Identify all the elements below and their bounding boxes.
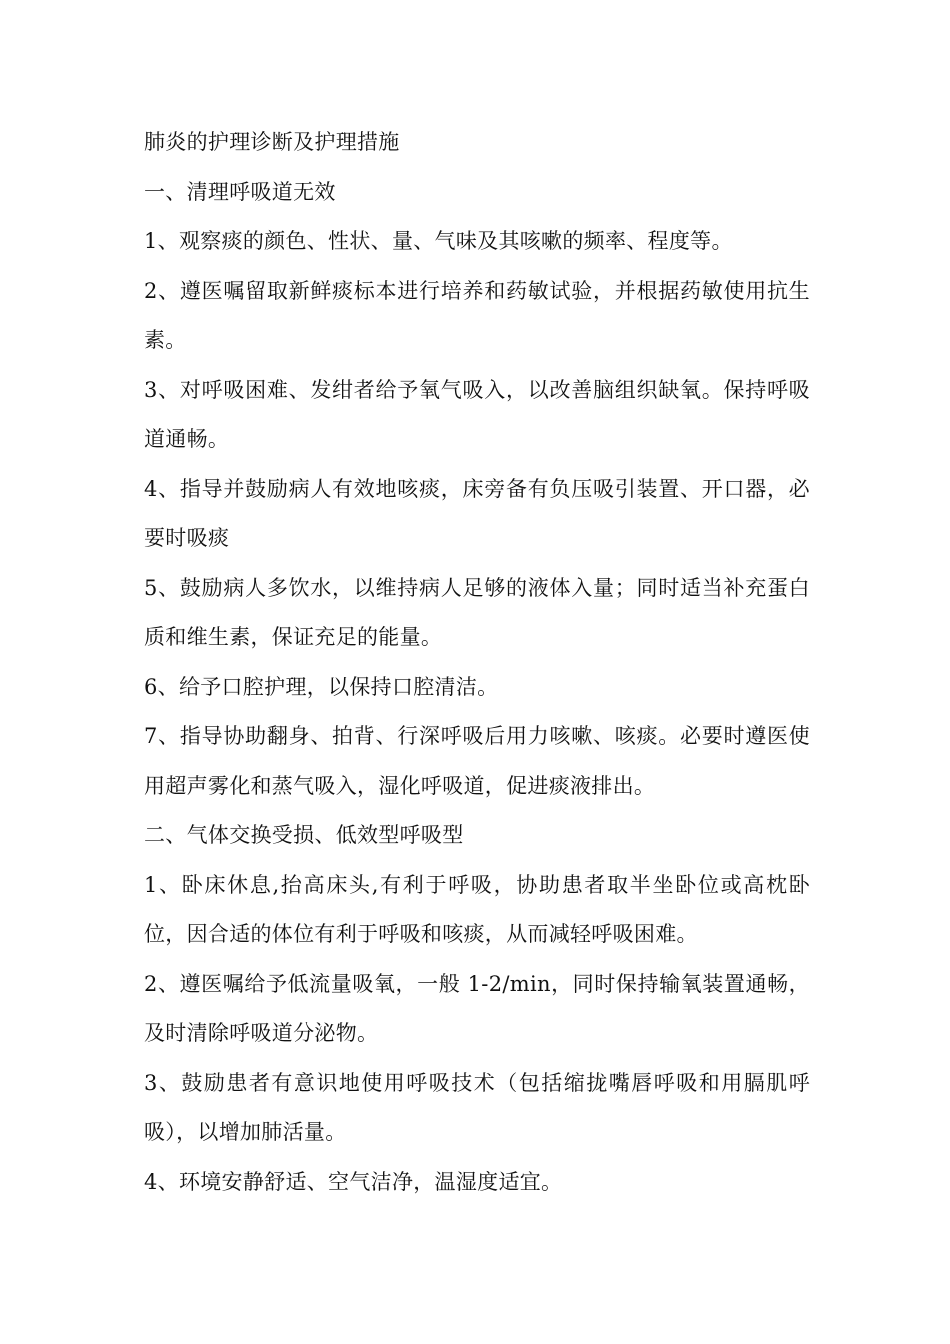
section-1-item-1: 1、观察痰的颜色、性状、量、气味及其咳嗽的频率、程度等。: [144, 229, 733, 253]
section-1-item-4: 4、指导并鼓励病人有效地咳痰，床旁备有负压吸引装置、开口器，必要时吸痰: [144, 476, 810, 550]
section-1-item-6: 6、给予口腔护理，以保持口腔清洁。: [144, 674, 499, 699]
section-2-item-1: 1、卧床休息,抬高床头,有利于呼吸，协助患者取半坐卧位或高枕卧位，因合适的体位有利于呼吸和咳痰，从而减轻呼吸困难。: [144, 872, 810, 946]
section-heading-2: 二、气体交换受损、低效型呼吸型: [144, 823, 464, 847]
section-2-item-2: 2、遵医嘱给予低流量吸氧，一般 1-2/min，同时保持输氧装置通畅，及时清除呼吸道分泌物。: [144, 971, 810, 1045]
section-1-item-3: 3、对呼吸困难、发绀者给予氧气吸入，以改善脑组织缺氧。保持呼吸道通畅。: [144, 377, 810, 451]
document-body: [144, 118, 810, 1207]
section-1-item-7: 7、指导协助翻身、拍背、行深呼吸后用力咳嗽、咳痰。必要时遵医使用超声雾化和蒸气吸入，湿化呼吸道，促进痰液排出。: [144, 724, 810, 798]
section-1-item-2: 2、遵医嘱留取新鲜痰标本进行培养和药敏试验，并根据药敏使用抗生素。: [144, 278, 810, 352]
section-2-item-4: 4、环境安静舒适、空气洁净，温湿度适宜。: [144, 1169, 563, 1194]
section-1-item-5: 5、鼓励病人多饮水，以维持病人足够的液体入量；同时适当补充蛋白质和维生素，保证充足的能量。: [144, 575, 810, 649]
section-heading-1: 一、清理呼吸道无效: [144, 179, 336, 204]
document-title: 肺炎的护理诊断及护理措施: [144, 130, 400, 154]
section-2-item-3: 3、鼓励患者有意识地使用呼吸技术（包括缩拢嘴唇呼吸和用膈肌呼吸），以增加肺活量。: [144, 1070, 810, 1144]
